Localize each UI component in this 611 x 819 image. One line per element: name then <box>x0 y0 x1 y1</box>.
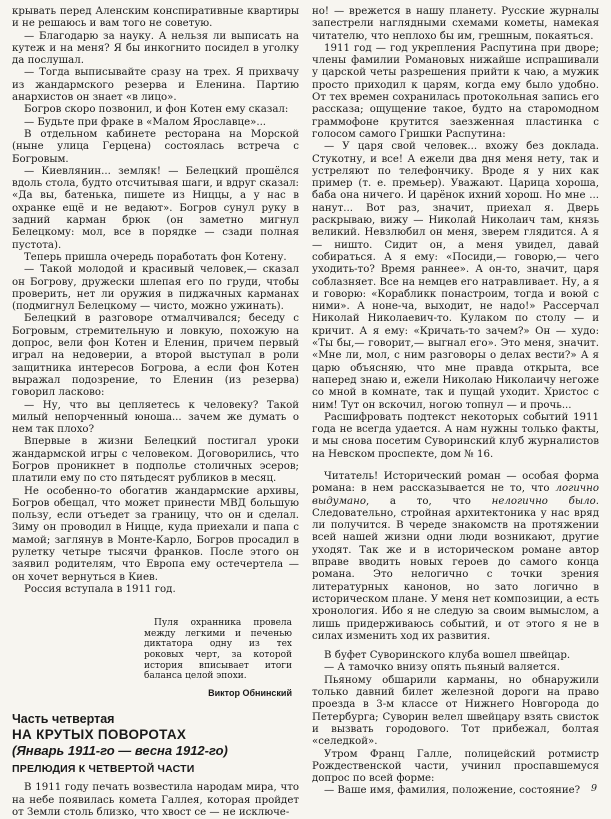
paragraph: — Такой молодой и красивый человек,— сказал он Богрову, дружески шлепая его по груди, чтобы проверить, нет ли оружия в пиджачных карманах (подмигнул Белецкому — чисто, можно ужинать). <box>12 264 299 313</box>
paragraph: — Ваше имя, фамилия, положение, состояние? <box>324 785 581 797</box>
paragraph: Не особенно-то обогатив жандармские архивы, Богров обещал, что может принести МВД большую пользу, если отъедет за границу, что он и сделал. Зиму он проводил в Ницце, куда приехали и папа с мамой; заглянув в Монте-Карло, Богров просадил в рулетку четыре тысячи франков. После этого он заявил родителям, что Европа ему остечертела — он хочет вернуться в Киев. <box>12 485 299 583</box>
paragraph: но! — врежется в нашу планету. Русские журналы запестрели наглядными схемами кометы, намекая читателю, что неплохо бы им, грешным, покаяться. <box>312 6 599 42</box>
paragraph: В отдельном кабинете ресторана на Морской (ныне улица Герцена) состоялась встреча с Богровым. <box>12 128 299 165</box>
part-heading <box>12 712 299 776</box>
right-column <box>312 6 599 798</box>
paragraph: 1911 год — год укрепления Распутина при дворе; члены фамилии Романовых нижайше испрашивали у царской четы разрешения прийти к чаю, а мужик просто приходил к царям, когда ему было удобно. От тех времен сохранилась протокольная запись его рассказа; ощущение такое, будто на старомодном граммофоне крутится заезженная пластинка с голосом самого Гришки Распутина: <box>312 42 599 140</box>
interlude-rest: . Следовательно, стройная архитектоника у нас вряд ли получится. В череде знакомств на протяжении всей нашей жизни одни люди возникают, другие уходят. Так же и в историческом романе автор вправе вводить новых героев до самого конца романа. Это нелогично с точки зрения литературных канонов, но зато логично в историческом плане. У меня нет композиции, а есть хронология. Ибо я не следую за своим вымыслом, а лишь придерживаюсь событий, и от этого я не в силах изменить ход их развития. <box>312 495 600 642</box>
author-interlude <box>312 471 599 643</box>
paragraph: — Тогда выписывайте сразу на трех. Я прихвачу из жандармского резерва и Еленина. Партию анархистов он знает «в лицо». <box>12 67 299 104</box>
interlude-emphasis: логично выдумано <box>312 483 599 507</box>
prelude-heading: ПРЕЛЮДИЯ К ЧЕТВЕРТОЙ ЧАСТИ <box>12 763 195 776</box>
paragraph: Пьяному обшарили карманы, но обнаружили только давний билет железной дороги на право проезда в 3-м классе от Нижнего Новгорода до Петербурга; Суворин велел швейцару взять свисток и вызвать городового. Тот прибежал, болтая «селедкой». <box>312 674 599 748</box>
interlude-mid: , а то, что <box>365 495 471 507</box>
part-subtitle: НА КРУТЫХ ПОВОРОТАХ <box>12 727 187 743</box>
paragraph: В буфет Суворинского клуба вошел швейцар. <box>324 650 571 662</box>
paragraph: — Благодарю за науку. А нельзя ли выписать на кутеж и на меня? Я бы инкогнито посидел в уголку да послушал. <box>12 30 299 67</box>
paragraph: — У царя свой человек... вхожу без доклада. Стукотну, и все! А ежели два дня меня нету, так и устреляют по телефончику. Вроде я у них как пример (т. е. премьер). Уважают. Царица хороша, баба она ничего. И царёнок ихний хорош. Но мне ... нанут... Вот раз, значит, приехал я. Дверь раскрываю, вижу — Николай Николаич там, князь великий. Невзлюбил он меня, зверем глядится. А я — ништо. Сидит он, а меня увидел, давай собираться. А я ему: «Посиди,— говорю,— чего уходить-то? Время раннее». А он-то, значит, царя соблазняет. Все на немцев его натравливает. Ну, а я и говорю: «Корабликк понастроим, тогда и воюй с ними». А ноне-ча, выходит, не надо!» Рассерчал Николай Николаевич-то. Кулаком по столу — и кричит. А я ему: «Кричать-то зачем?» Он — худо: «Ты бы,— говорит,— выгнал его». Это меня, значит. «Мне ли, мол, с ним разговоры о делах вести?» А я царю объясняю, что мне правда открыта, все наперед знаю и, ежели Николаю Николаичу негоже со мной в комнате, так и пущай уходит. Христос с ним! Тут он вскочил, ногою топнул — и прочь... <box>312 141 599 411</box>
paragraph: Теперь пришла очередь поработать фон Котену. <box>24 251 287 263</box>
paragraph: — Киевлянин... земляк! — Белецкий прошёлся вдоль стола, будто отсчитывая шаги, и вдруг сказал: «Да вы, батенька, пишете из Ниццы, а у нас в охранке ещё и не ведают». Богров сунул руку в задний карман брюк (он заметно мигнул Белецкому: мол, все в порядке — сзади полная пустота). <box>12 165 299 251</box>
interlude-emphasis: нелогично было <box>491 495 596 507</box>
paragraph: — Ну, что вы цепляетесь к человеку? Такой милый непорченный юноша... зачем же думать о нем так плохо? <box>12 399 299 436</box>
paragraph: Утром Франц Галле, полицейский ротмистр Рождественской части, учинил проспавшемуся допрос по всей форме: <box>312 748 599 785</box>
page-number: 9 <box>590 783 597 794</box>
paragraph: Расшифровать подтекст некоторых событий 1911 года не всегда удается. А нам нужны только факты, и мы снова посетим Суворинский клуб журналистов на Невском проспекте, дом № 16. <box>312 411 599 460</box>
paragraph: Белецкий в разговоре отмалчивался; беседу с Богровым, стремительную и ловкую, похожую на допрос, вели фон Котен и Еленин, причем первый играл на недоверии, а второй выступал в роли защитника интересов Богрова, а если фон Котен выражал подозрение, то Еленин (из резерва) говорил ласково: <box>12 313 299 399</box>
epigraph <box>144 618 292 698</box>
epigraph-author: Виктор Обнинский <box>208 687 292 698</box>
paragraph: крывать перед Аленским конспиративные квартиры и не решаюсь и вам того не советую. <box>12 6 299 30</box>
paragraph: Россия вступала в 1911 год. <box>24 583 176 595</box>
paragraph: — Будьте при фраке в «Малом Ярославце»... <box>24 116 267 128</box>
paragraph: Богров скоро позвонил, и фон Котен ему сказал: <box>24 104 289 116</box>
interlude-lead: Читатель! Исторический роман — особая форма романа: в нем рассказывается не то, что <box>312 470 599 495</box>
paragraph: В 1911 году печать возвестила народам мира, что на небе появилась комета Галлея, которая пройдет от Земли столь близко, что хвост се — не исключе- <box>12 782 299 818</box>
paragraph: Впервые в жизни Белецкий постигал уроки жандармской игры с человеком. Договорились, что Богров проникнет в подполье столичных эсеров; платили ему по сто пятьдесят рубликов в месяц. <box>12 436 299 485</box>
epigraph-text: Пуля охранника провела между легкими и печенью диктатора одну из тех роковых черт, за которой история вписывает итоги баланса целой эпохи. <box>144 618 292 682</box>
part-dates: (Январь 1911-го — весна 1912-го) <box>12 743 228 759</box>
paragraph: — А тамочко внизу опять пьяный валяется. <box>324 662 560 674</box>
left-column <box>12 6 299 819</box>
part-title: Часть четвертая <box>12 712 115 727</box>
